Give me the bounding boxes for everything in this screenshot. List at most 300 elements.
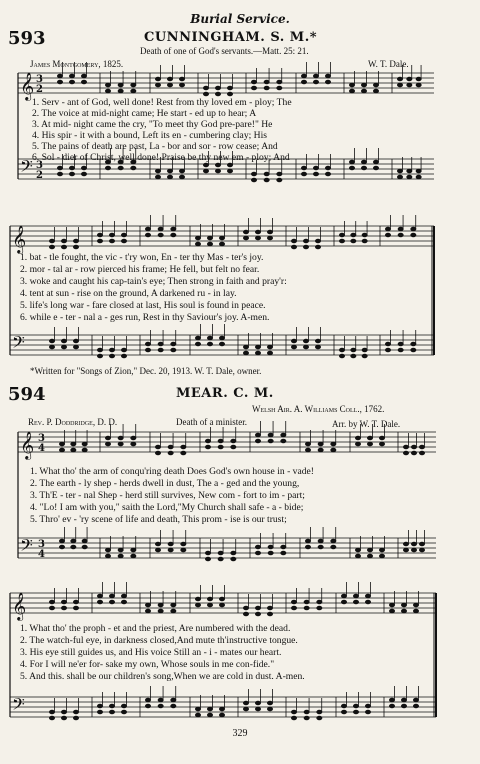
notehead	[349, 166, 354, 170]
notehead	[109, 354, 114, 358]
notehead	[325, 172, 330, 176]
notehead	[305, 442, 310, 446]
notehead	[158, 233, 163, 237]
notehead	[167, 77, 172, 81]
notehead	[419, 542, 424, 546]
verse-line: 5. Thro' ev - 'ry scene of life and death, This prom - ise is our trust;	[30, 514, 287, 525]
notehead	[379, 554, 384, 558]
notehead	[243, 236, 248, 240]
notehead	[264, 80, 269, 84]
notehead	[267, 612, 272, 616]
svg-text:4: 4	[38, 443, 45, 454]
notehead	[219, 707, 224, 711]
notehead	[416, 175, 421, 179]
notehead	[305, 539, 310, 543]
notehead	[73, 345, 78, 349]
notehead	[59, 545, 64, 549]
notehead	[281, 551, 286, 555]
notehead	[158, 227, 163, 231]
notehead	[365, 704, 370, 708]
notehead	[131, 436, 136, 440]
notehead	[264, 178, 269, 182]
hymn-composer: W. T. Dale.	[368, 59, 409, 69]
notehead	[401, 603, 406, 607]
notehead	[109, 594, 114, 598]
notehead	[341, 710, 346, 714]
svg-text:𝄞: 𝄞	[12, 592, 27, 620]
notehead	[168, 548, 173, 552]
notehead	[267, 351, 272, 355]
notehead	[411, 445, 416, 449]
notehead	[243, 606, 248, 610]
notehead	[385, 348, 390, 352]
notehead	[317, 710, 322, 714]
notehead	[385, 342, 390, 346]
notehead	[255, 230, 260, 234]
notehead	[205, 439, 210, 443]
hymn-dedication: Death of a minister.	[176, 417, 247, 427]
notehead	[82, 539, 87, 543]
notehead	[317, 600, 322, 604]
notehead	[155, 77, 160, 81]
notehead	[131, 166, 136, 170]
notehead	[339, 233, 344, 237]
notehead	[397, 175, 402, 179]
notehead	[305, 448, 310, 452]
notehead	[339, 239, 344, 243]
notehead	[49, 345, 54, 349]
notehead	[313, 80, 318, 84]
notehead	[255, 707, 260, 711]
notehead	[158, 704, 163, 708]
notehead	[373, 166, 378, 170]
notehead	[419, 451, 424, 455]
notehead	[379, 548, 384, 552]
notehead	[109, 600, 114, 604]
notehead	[215, 163, 220, 167]
notehead	[291, 606, 296, 610]
notehead	[416, 169, 421, 173]
notehead	[361, 89, 366, 93]
verse-line: 5. And this. shall be our children's song,When we are cold in dust. A-men.	[20, 671, 305, 682]
notehead	[105, 166, 110, 170]
notehead	[361, 160, 366, 164]
notehead	[145, 698, 150, 702]
notehead	[243, 701, 248, 705]
notehead	[105, 436, 110, 440]
notehead	[355, 554, 360, 558]
hymn-author: James Montgomery, 1825.	[30, 59, 124, 69]
notehead	[82, 442, 87, 446]
notehead	[171, 233, 176, 237]
verse-line: 5. life's long war - fare closed at last, His soul is found in peace.	[20, 300, 266, 311]
notehead	[277, 178, 282, 182]
notehead	[416, 77, 421, 81]
svg-text:3: 3	[36, 160, 43, 171]
notehead	[145, 227, 150, 231]
notehead	[313, 172, 318, 176]
notehead	[351, 239, 356, 243]
notehead	[413, 698, 418, 702]
notehead	[145, 348, 150, 352]
notehead	[131, 442, 136, 446]
notehead	[243, 612, 248, 616]
notehead	[181, 445, 186, 449]
notehead	[145, 603, 150, 607]
notehead	[243, 345, 248, 349]
notehead	[121, 233, 126, 237]
notehead	[179, 169, 184, 173]
notehead	[82, 545, 87, 549]
notehead	[81, 80, 86, 84]
notehead	[351, 233, 356, 237]
notehead	[207, 342, 212, 346]
notehead	[121, 600, 126, 604]
verse-line: 1. bat - tle fought, the vic - t'ry won, En - ter thy Mas - ter's joy.	[20, 252, 264, 263]
notehead	[207, 603, 212, 607]
notehead	[251, 172, 256, 176]
notehead	[362, 348, 367, 352]
notehead	[331, 448, 336, 452]
notehead	[397, 83, 402, 87]
svg-text:4: 4	[38, 549, 45, 560]
notehead	[121, 704, 126, 708]
svg-text:3: 3	[38, 539, 45, 550]
notehead	[205, 557, 210, 561]
notehead	[291, 339, 296, 343]
notehead	[419, 445, 424, 449]
verse-line: 6. while e - ter - nal a - ges run, Rest in thy Saviour's joy. A-men.	[20, 312, 270, 323]
notehead	[318, 545, 323, 549]
notehead	[227, 163, 232, 167]
notehead	[61, 606, 66, 610]
notehead	[167, 169, 172, 173]
notehead	[195, 342, 200, 346]
notehead	[121, 239, 126, 243]
notehead	[267, 230, 272, 234]
notehead	[168, 445, 173, 449]
notehead	[121, 710, 126, 714]
notehead	[131, 548, 136, 552]
tune-name: MEAR. C. M.	[176, 386, 274, 401]
notehead	[291, 716, 296, 720]
notehead	[73, 716, 78, 720]
notehead	[195, 336, 200, 340]
notehead	[255, 551, 260, 555]
notehead	[73, 245, 78, 249]
notehead	[318, 448, 323, 452]
notehead	[145, 342, 150, 346]
notehead	[281, 439, 286, 443]
notehead	[49, 245, 54, 249]
notehead	[215, 86, 220, 90]
notehead	[291, 710, 296, 714]
notehead	[145, 233, 150, 237]
notehead	[367, 436, 372, 440]
notehead	[171, 698, 176, 702]
notehead	[281, 433, 286, 437]
notehead	[118, 442, 123, 446]
hymn-arranger: Arr. by W. T. Dale.	[332, 419, 401, 429]
notehead	[398, 348, 403, 352]
notehead	[407, 77, 412, 81]
verse-line: 4. His spir - it with a bound, Left its en - cumbering clay; His	[32, 130, 268, 141]
notehead	[318, 442, 323, 446]
notehead	[218, 557, 223, 561]
notehead	[411, 348, 416, 352]
notehead	[109, 233, 114, 237]
notehead	[291, 600, 296, 604]
notehead	[331, 545, 336, 549]
notehead	[277, 172, 282, 176]
notehead	[413, 704, 418, 708]
notehead	[255, 345, 260, 349]
notehead	[255, 701, 260, 705]
notehead	[341, 594, 346, 598]
notehead	[403, 451, 408, 455]
notehead	[367, 442, 372, 446]
notehead	[313, 166, 318, 170]
notehead	[207, 336, 212, 340]
notehead	[71, 539, 76, 543]
notehead	[61, 239, 66, 243]
notehead	[203, 86, 208, 90]
notehead	[168, 542, 173, 546]
notehead	[379, 436, 384, 440]
notehead	[105, 89, 110, 93]
notehead	[49, 239, 54, 243]
notehead	[49, 606, 54, 610]
verse-line: 2. The watch-ful eye, in darkness closed,And mute th'instructive tongue.	[20, 635, 298, 646]
notehead	[411, 342, 416, 346]
notehead	[291, 239, 296, 243]
notehead	[179, 83, 184, 87]
notehead	[155, 169, 160, 173]
notehead	[365, 600, 370, 604]
notehead	[267, 345, 272, 349]
notehead	[268, 545, 273, 549]
notehead	[203, 169, 208, 173]
notehead	[105, 442, 110, 446]
notehead	[277, 80, 282, 84]
notehead	[231, 445, 236, 449]
notehead	[385, 233, 390, 237]
notehead	[339, 354, 344, 358]
notehead	[203, 163, 208, 167]
notehead	[315, 345, 320, 349]
notehead	[168, 451, 173, 455]
running-head: Burial Service.	[190, 12, 290, 26]
notehead	[373, 160, 378, 164]
svg-text:𝄞: 𝄞	[20, 72, 35, 100]
notehead	[268, 439, 273, 443]
notehead	[403, 548, 408, 552]
notehead	[291, 245, 296, 249]
notehead	[341, 600, 346, 604]
notehead	[351, 354, 356, 358]
notehead	[411, 451, 416, 455]
notehead	[118, 89, 123, 93]
notehead	[195, 603, 200, 607]
notehead	[81, 74, 86, 78]
notehead	[301, 166, 306, 170]
notehead	[57, 172, 62, 176]
notehead	[353, 704, 358, 708]
notehead	[389, 698, 394, 702]
notehead	[231, 551, 236, 555]
notehead	[361, 83, 366, 87]
verse-line: 2. mor - tal ar - row pierced his frame; He fell, but felt no fear.	[20, 264, 260, 275]
notehead	[97, 239, 102, 243]
notehead	[362, 233, 367, 237]
svg-text:𝄢: 𝄢	[12, 694, 25, 718]
time-sig-593-top: 3	[36, 74, 43, 85]
notehead	[339, 348, 344, 352]
notehead	[167, 175, 172, 179]
notehead	[373, 83, 378, 87]
notehead	[389, 609, 394, 613]
notehead	[251, 86, 256, 90]
notehead	[195, 236, 200, 240]
notehead	[419, 548, 424, 552]
notehead	[303, 245, 308, 249]
notehead	[207, 707, 212, 711]
notehead	[69, 80, 74, 84]
notehead	[61, 600, 66, 604]
notehead	[397, 77, 402, 81]
notehead	[243, 707, 248, 711]
notehead	[349, 89, 354, 93]
notehead	[218, 551, 223, 555]
notehead	[389, 603, 394, 607]
notehead	[61, 245, 66, 249]
notehead	[155, 548, 160, 552]
notehead	[109, 710, 114, 714]
notehead	[57, 166, 62, 170]
svg-text:2: 2	[36, 84, 43, 95]
notehead	[121, 594, 126, 598]
notehead	[49, 600, 54, 604]
notehead	[398, 227, 403, 231]
notehead	[255, 433, 260, 437]
notehead	[353, 594, 358, 598]
notehead	[251, 178, 256, 182]
notehead	[155, 83, 160, 87]
notehead	[355, 436, 360, 440]
verse-line: 6. Sol - dier of Christ, well done! Praise be thy new em - ploy; And	[32, 152, 290, 163]
notehead	[179, 175, 184, 179]
notehead	[73, 600, 78, 604]
notehead	[361, 166, 366, 170]
notehead	[97, 704, 102, 708]
svg-text:𝄞: 𝄞	[12, 225, 27, 253]
notehead	[118, 554, 123, 558]
notehead	[303, 339, 308, 343]
notehead	[145, 704, 150, 708]
notehead	[301, 172, 306, 176]
notehead	[181, 548, 186, 552]
notehead	[171, 348, 176, 352]
notehead	[195, 707, 200, 711]
hymn-number: 593	[8, 28, 46, 49]
notehead	[231, 557, 236, 561]
notehead	[305, 545, 310, 549]
notehead	[131, 89, 136, 93]
notehead	[255, 439, 260, 443]
notehead	[355, 548, 360, 552]
notehead	[251, 80, 256, 84]
notehead	[145, 609, 150, 613]
tune-source: Welsh Air. A. Williams Coll., 1762.	[252, 404, 385, 414]
notehead	[81, 172, 86, 176]
notehead	[181, 542, 186, 546]
notehead	[407, 83, 412, 87]
verse-line: 1. Serv - ant of God, well done! Rest from thy loved em - ploy; The	[32, 97, 292, 108]
notehead	[367, 554, 372, 558]
notehead	[158, 603, 163, 607]
notehead	[303, 345, 308, 349]
notehead	[403, 445, 408, 449]
notehead	[71, 545, 76, 549]
notehead	[304, 710, 309, 714]
notehead	[195, 242, 200, 246]
notehead	[171, 342, 176, 346]
notehead	[411, 548, 416, 552]
notehead	[71, 448, 76, 452]
notehead	[301, 80, 306, 84]
verse-line: 4. For I will ne'er for- sake my own, Whose souls in me con-fide."	[20, 659, 275, 670]
notehead	[155, 175, 160, 179]
notehead	[413, 603, 418, 607]
page-number: 329	[232, 728, 248, 739]
notehead	[155, 451, 160, 455]
notehead	[416, 83, 421, 87]
notehead	[281, 545, 286, 549]
svg-text:𝄢: 𝄢	[20, 535, 33, 559]
notehead	[71, 442, 76, 446]
svg-text:𝄢: 𝄢	[20, 156, 33, 180]
notehead	[413, 609, 418, 613]
notehead	[255, 612, 260, 616]
notehead	[389, 704, 394, 708]
svg-text:2: 2	[36, 170, 43, 181]
notehead	[403, 542, 408, 546]
notehead	[61, 716, 66, 720]
notehead	[268, 551, 273, 555]
notehead	[304, 600, 309, 604]
notehead	[411, 233, 416, 237]
notehead	[49, 339, 54, 343]
notehead	[57, 80, 62, 84]
tune-name: CUNNINGHAM. S. M.*	[144, 30, 318, 45]
notehead	[171, 704, 176, 708]
notehead	[131, 554, 136, 558]
notehead	[207, 236, 212, 240]
notehead	[158, 698, 163, 702]
notehead	[349, 160, 354, 164]
notehead	[97, 348, 102, 352]
notehead	[171, 603, 176, 607]
verse-line: 5. The pains of death are past, La - bor and sor - row cease; And	[32, 141, 278, 152]
notehead	[227, 169, 232, 173]
notehead	[267, 701, 272, 705]
svg-text:𝄢: 𝄢	[12, 332, 25, 356]
notehead	[207, 242, 212, 246]
notehead	[219, 242, 224, 246]
notehead	[401, 609, 406, 613]
notehead	[411, 227, 416, 231]
verse-line: 3. His eye still guides us, and His voice Still an - i - mates our heart.	[20, 647, 282, 658]
